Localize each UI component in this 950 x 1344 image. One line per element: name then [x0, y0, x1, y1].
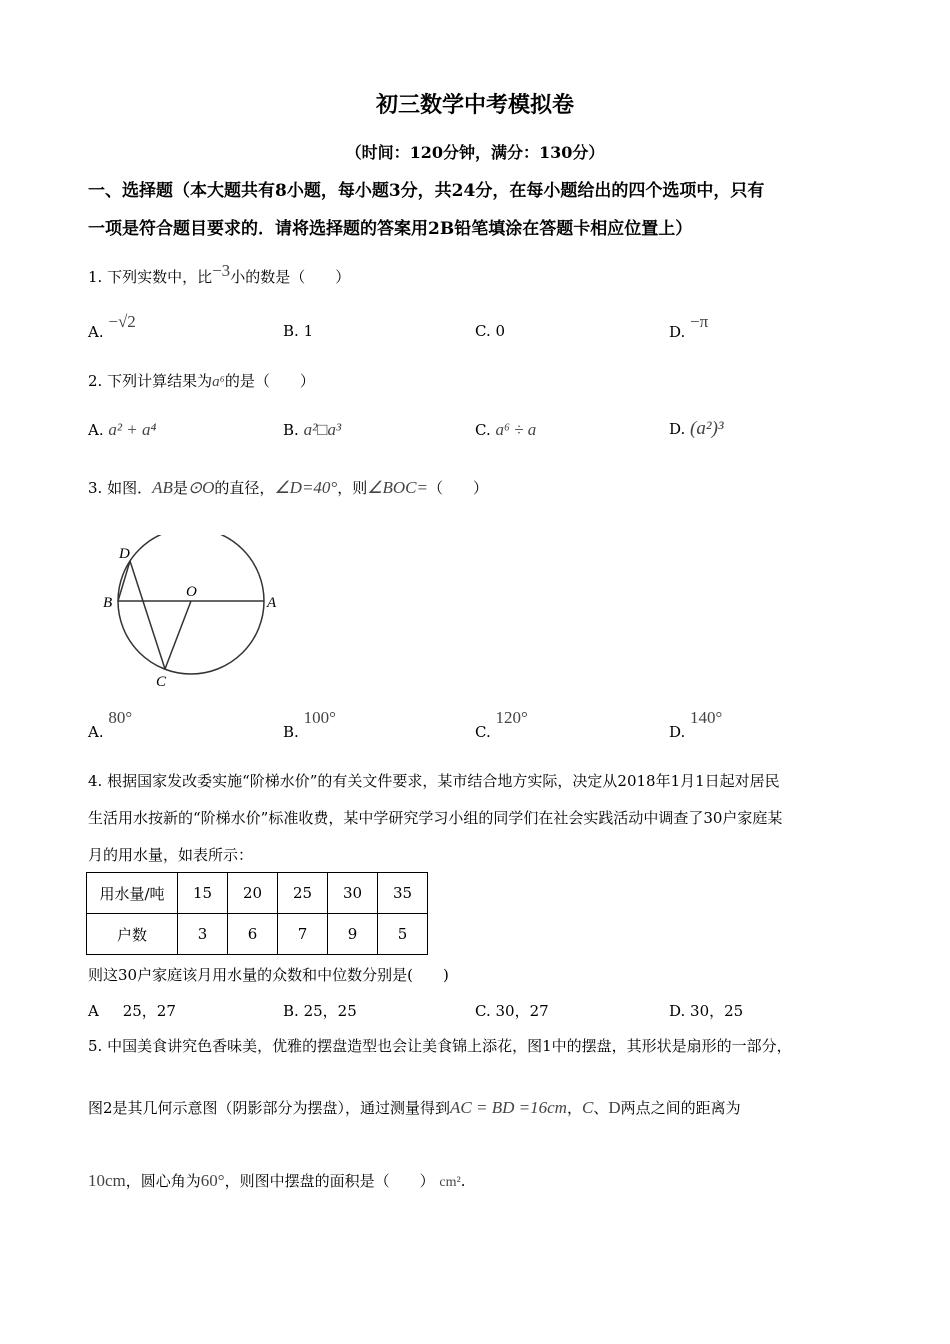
- q5-math: C: [581, 1098, 594, 1117]
- circle-figure: [95, 535, 295, 695]
- option-label: C.: [475, 421, 491, 439]
- q1-option-a[interactable]: [88, 312, 136, 342]
- q4-line1: 4. 根据国家发改委实施“阶梯水价”的有关文件要求，某市结合地方实际，决定从2018年1月1日起对居民: [88, 772, 780, 790]
- q5-line3: [88, 1170, 466, 1191]
- q3-math: AB: [152, 478, 173, 497]
- option-value: 120°: [495, 708, 528, 727]
- option-value: 25，27: [122, 1002, 176, 1020]
- table-cell: 25: [278, 873, 328, 914]
- option-value: a²□a³: [303, 420, 342, 439]
- q2-math: a⁶: [212, 374, 225, 390]
- q5-math: 60°: [200, 1171, 225, 1190]
- q4-line2: 生活用水按新的“阶梯水价”标准收费，某中学研究学习小组的同学们在社会实践活动中调查了30户家庭某: [88, 809, 783, 827]
- label-a: A: [267, 595, 277, 611]
- q4-option-b[interactable]: [283, 1000, 357, 1021]
- option-label: B.: [283, 322, 299, 340]
- option-label: C.: [475, 322, 491, 340]
- q1-option-d[interactable]: [669, 312, 709, 342]
- option-label: D.: [669, 420, 686, 438]
- page-subtitle: （时间：120分钟，满分：130分）: [345, 143, 605, 162]
- q1-option-c[interactable]: [475, 322, 505, 340]
- q3-text: （ ）: [427, 479, 488, 497]
- option-value: 30，25: [690, 1002, 744, 1020]
- table-cell: 5: [378, 914, 428, 955]
- page-title: 初三数学中考模拟卷: [375, 92, 574, 118]
- label-c: C: [156, 674, 167, 690]
- section-heading-line1: 一、选择题（本大题共有8小题，每小题3分，共24分，在每小题给出的四个选项中，只有: [88, 181, 765, 201]
- q2-text-b: 的是（ ）: [224, 372, 315, 390]
- q3-option-b[interactable]: [283, 708, 336, 741]
- option-value: (a²)³: [690, 418, 724, 439]
- q5-math: 10cm: [88, 1171, 126, 1190]
- q1-math: −3: [212, 261, 231, 280]
- q2-stem: [88, 370, 315, 391]
- q5-text: ，圆心角为: [125, 1172, 201, 1190]
- q5-math: AC = BD =16cm: [450, 1098, 567, 1117]
- option-label: A: [88, 1002, 99, 1020]
- q2-text: 2. 下列计算结果为: [88, 372, 213, 390]
- option-value: 25，25: [303, 1002, 357, 1020]
- table-cell: 20: [228, 873, 278, 914]
- option-value: 0: [495, 322, 506, 340]
- option-value: −√2: [108, 312, 136, 331]
- q4-question: 则这30户家庭该月用水量的众数和中位数分别是( ): [88, 966, 449, 984]
- q3-option-d[interactable]: [669, 708, 723, 741]
- option-label: A.: [88, 723, 104, 741]
- q2-option-b[interactable]: [283, 420, 341, 440]
- water-usage-table: [86, 872, 428, 955]
- q5-text: .: [460, 1172, 466, 1190]
- option-value: 30，27: [495, 1002, 549, 1020]
- option-value: −π: [690, 312, 709, 331]
- q5-math: cm²: [439, 1175, 461, 1190]
- option-label: D.: [669, 323, 686, 341]
- q5-math: D: [608, 1098, 621, 1117]
- q3-math: ∠BOC=: [367, 478, 428, 497]
- option-label: C.: [475, 1002, 491, 1020]
- q3-option-a[interactable]: [88, 708, 133, 741]
- q4-option-d[interactable]: [669, 1000, 743, 1021]
- q5-line2: [88, 1097, 741, 1118]
- table-row: [87, 914, 428, 955]
- q3-math: ∠D=40°: [274, 478, 338, 497]
- option-label: C.: [475, 723, 491, 741]
- q5-text: ，: [566, 1099, 582, 1117]
- option-label: B.: [283, 1002, 299, 1020]
- option-value: 100°: [303, 708, 336, 727]
- table-cell: 35: [378, 873, 428, 914]
- label-d: D: [119, 546, 130, 562]
- q1-stem: [88, 261, 351, 287]
- label-o: O: [186, 584, 197, 600]
- q3-option-c[interactable]: [475, 708, 528, 741]
- q1-text: 1. 下列实数中，比: [88, 268, 213, 286]
- q5-text: 、: [593, 1099, 609, 1117]
- label-b: B: [103, 595, 113, 611]
- table-cell: 15: [178, 873, 228, 914]
- q2-option-c[interactable]: [475, 420, 536, 440]
- q4-line3: 月的用水量，如表所示：: [88, 846, 254, 864]
- q3-text: ，则: [337, 479, 368, 497]
- option-value: 1: [303, 322, 314, 340]
- q3-text: 的直径，: [214, 479, 275, 497]
- section-heading-line2: 一项是符合题目要求的．请将选择题的答案用2B铅笔填涂在答题卡相应位置上）: [88, 219, 693, 239]
- option-label: A.: [88, 421, 104, 439]
- option-label: D.: [669, 723, 686, 741]
- table-cell: 用水量/吨: [87, 873, 178, 914]
- circle: [118, 535, 264, 674]
- table-cell: 3: [178, 914, 228, 955]
- q1-text-b: 小的数是（ ）: [230, 268, 351, 286]
- table-cell: 户数: [87, 914, 178, 955]
- option-value: a² + a⁴: [108, 420, 157, 439]
- q3-stem: [88, 477, 488, 498]
- segment-db: [118, 561, 130, 601]
- table-cell: 30: [328, 873, 378, 914]
- segment-oc: [165, 601, 191, 669]
- q2-option-d[interactable]: [669, 418, 724, 440]
- table-cell: 6: [228, 914, 278, 955]
- q5-text: ，则图中摆盘的面积是（ ）: [224, 1172, 435, 1190]
- option-label: D.: [669, 1002, 686, 1020]
- q3-text: 3. 如图．: [88, 479, 153, 497]
- option-label: B.: [283, 421, 299, 439]
- q5-line1: 5. 中国美食讲究色香味美，优雅的摆盘造型也会让美食锦上添花，图1中的摆盘，其形状是扇形的一部分，: [88, 1037, 792, 1055]
- option-value: a⁶ ÷ a: [495, 420, 537, 439]
- q2-option-a[interactable]: [88, 420, 156, 440]
- option-label: B.: [283, 723, 299, 741]
- q1-option-b[interactable]: [283, 322, 313, 340]
- q5-text: 两点之间的距离为: [620, 1099, 741, 1117]
- q5-text: 图2是其几何示意图（阴影部分为摆盘），通过测量得到: [88, 1099, 451, 1117]
- q3-text: 是: [172, 479, 188, 497]
- table-cell: 7: [278, 914, 328, 955]
- option-label: A.: [88, 323, 104, 341]
- option-value: 140°: [690, 708, 723, 727]
- q4-option-a[interactable]: [88, 1000, 176, 1021]
- segment-dc: [130, 561, 165, 669]
- q3-math: ⊙O: [187, 478, 215, 497]
- table-row: [87, 873, 428, 914]
- q4-option-c[interactable]: [475, 1000, 549, 1021]
- option-value: 80°: [108, 708, 133, 727]
- table-cell: 9: [328, 914, 378, 955]
